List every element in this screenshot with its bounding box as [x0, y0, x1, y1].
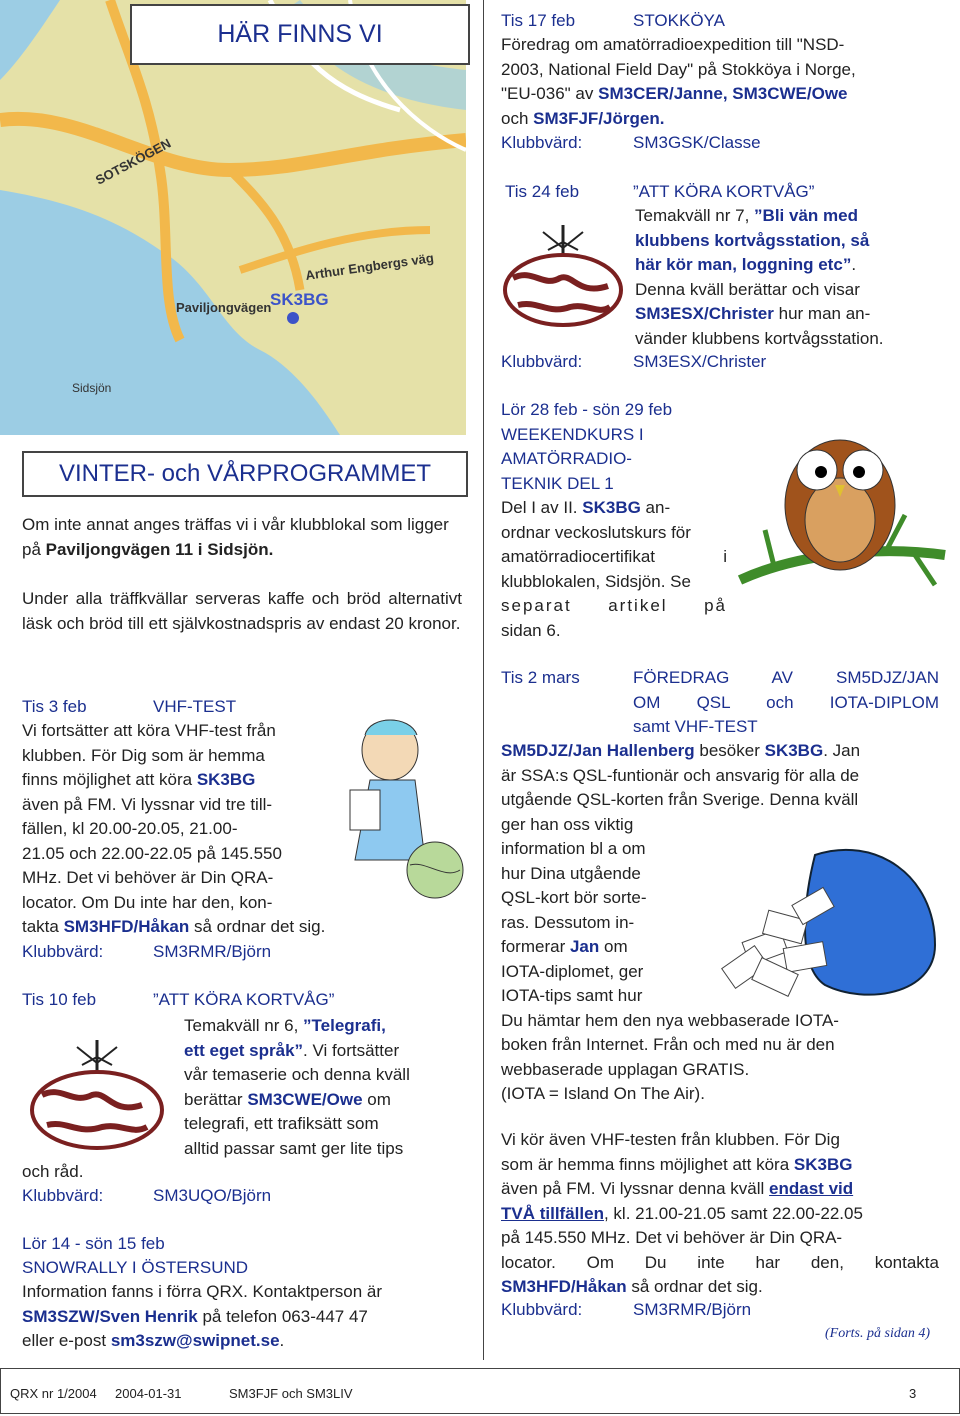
- line: även på FM. Vi lyssnar vid tre till-: [22, 794, 273, 814]
- line: är SSA:s QSL-funtionär och ansvarig för alla de: [501, 765, 860, 785]
- line: [501, 739, 939, 764]
- theme-text: ett eget språk: [184, 1040, 295, 1060]
- quote: ”Telegrafi,: [303, 1016, 386, 1035]
- event-body-feb17: [501, 33, 939, 131]
- host-label-feb24: Klubbvärd:: [501, 352, 583, 371]
- antenna-globe-icon: [22, 1035, 172, 1155]
- line: boken från Internet. Från och med nu är den: [501, 1035, 835, 1054]
- line: FÖREDRAG AV SM5DJZ/JAN: [633, 668, 939, 687]
- text: så ordnar det sig.: [189, 917, 326, 936]
- line: ger han oss viktig: [501, 814, 634, 834]
- email-link[interactable]: sm3szw@swipnet.se: [110, 1331, 280, 1350]
- line: [501, 1153, 939, 1178]
- line: TEKNIK DEL 1: [501, 473, 614, 493]
- callsign: SK3BG: [793, 1154, 853, 1174]
- footer-page-number: 3: [909, 1386, 917, 1401]
- line: [635, 253, 939, 278]
- map-graphic: [0, 0, 466, 435]
- line: [184, 1039, 460, 1064]
- footer-issue: QRX nr 1/2004: [10, 1386, 97, 1401]
- event-title-kortvag6: ”ATT KÖRA KORTVÅG”: [153, 990, 335, 1009]
- text: så ordnar det sig.: [626, 1277, 763, 1296]
- callsign: SM3FJF/Jörgen.: [533, 108, 665, 128]
- line: (IOTA = Island On The Air).: [501, 1084, 705, 1103]
- text: om: [362, 1089, 391, 1109]
- line: locator. Om Du inte har den, kon-: [22, 892, 273, 912]
- text: .: [279, 1331, 285, 1350]
- quote: ett eget språk”: [184, 1040, 304, 1060]
- text: . Vi fortsätter: [303, 1040, 400, 1060]
- theme-text: Bli vän med: [762, 206, 858, 225]
- text: .: [851, 255, 857, 274]
- intro-text: Om inte annat anges träffas vi i vår klubblokal som ligger på: [22, 515, 449, 559]
- text: som är hemma finns möjlighet att köra: [501, 1154, 794, 1174]
- callsigns: SM3CER/Janne, SM3CWE/Owe: [598, 84, 848, 103]
- continuation-note: (Forts. på sidan 4): [825, 1326, 930, 1341]
- name: Jan: [569, 937, 600, 956]
- line: [22, 1305, 462, 1330]
- host-feb3: SM3RMR/Björn: [153, 942, 272, 961]
- line: fällen, kl 20.00-20.05, 21.00-: [22, 819, 238, 838]
- line: [501, 107, 939, 132]
- line: 2003, National Field Day" på Stokköya i Norge,: [501, 59, 856, 79]
- line: ordnar veckoslutskurs för: [501, 522, 691, 542]
- line: Information fanns i förra QRX. Kontaktperson är: [22, 1282, 383, 1301]
- qsl-cards-bag-illustration: [705, 835, 940, 1005]
- page-footer: [0, 1368, 960, 1414]
- event-title-stokkoya: STOKKÖYA: [633, 11, 725, 30]
- line: [22, 915, 340, 940]
- title-text: ATT KÖRA KORTVÅG: [158, 990, 329, 1009]
- line: IOTA-tips samt hur: [501, 986, 643, 1005]
- event-title-vhf-test: VHF-TEST: [153, 697, 237, 716]
- text: om: [599, 937, 628, 956]
- event-title-kortvag7: ”ATT KÖRA KORTVÅG”: [633, 182, 815, 201]
- name: SM5DJZ/Jan Hallenberg: [501, 741, 695, 760]
- event-body-feb14: [22, 1280, 462, 1354]
- text: Del I av II.: [501, 498, 583, 517]
- host-mar2: SM3RMR/Björn: [633, 1300, 752, 1319]
- text: även på FM. Vi lyssnar denna kväll: [501, 1179, 770, 1198]
- host-label-mar2: Klubbvärd:: [501, 1300, 583, 1319]
- host-label-feb10: Klubbvärd:: [22, 1186, 104, 1205]
- line: [501, 82, 939, 107]
- callsign: SK3BG: [196, 770, 256, 789]
- text: Temakväll nr 7,: [635, 206, 755, 225]
- host-feb24: SM3ESX/Christer: [633, 352, 767, 371]
- event-body-feb10-end: och råd.: [22, 1162, 84, 1181]
- line: amatörradiocertifikat i: [501, 547, 727, 566]
- line: [501, 1202, 939, 1227]
- map-label-road2: Arthur Engbergs väg: [304, 250, 435, 283]
- text: finns möjlighet att köra: [22, 770, 197, 789]
- event-date-feb17: Tis 17 feb: [501, 11, 576, 30]
- antenna-globe-icon: [498, 220, 628, 330]
- line: IOTA-diplomet, ger: [501, 961, 644, 981]
- event-title-weekendkurs: [501, 398, 751, 496]
- map-label-road1: SOTSKÖGEN: [92, 135, 174, 188]
- line: alltid passar samt ger lite tips: [184, 1138, 404, 1158]
- callsign: SM3CWE/Owe: [247, 1089, 363, 1109]
- text: på telefon 063-447 47: [197, 1306, 368, 1326]
- map-label-lake: Sidsjön: [72, 381, 112, 395]
- line: [501, 1275, 939, 1300]
- theme-text: här kör man, loggning etc: [635, 255, 843, 274]
- quote: ”Bli vän med: [754, 206, 858, 225]
- line: samt VHF-TEST: [633, 717, 758, 736]
- line: telegrafi, ett trafiksätt som: [184, 1114, 379, 1133]
- event-date-feb14: Lör 14 - sön 15 feb: [22, 1234, 165, 1253]
- line: vänder klubbens kortvågsstation.: [635, 328, 884, 348]
- location-box-title: HÄR FINNS VI: [130, 4, 470, 65]
- line: 21.05 och 22.00-22.05 på 145.550: [22, 843, 282, 863]
- line: Vi kör även VHF-testen från klubben. För Dig: [501, 1130, 840, 1149]
- intro-address: Paviljongvägen 11 i Sidsjön.: [45, 539, 274, 559]
- line: klubbens kortvågsstation, så: [635, 230, 870, 250]
- event-body-feb3: [22, 719, 340, 940]
- emphasis: TVÅ tillfällen: [501, 1203, 604, 1223]
- host-label-feb17: Klubbvärd:: [501, 133, 583, 152]
- event-date-feb24: Tis 24 feb: [505, 182, 580, 201]
- line: Lör 28 feb - sön 29 feb: [501, 400, 673, 419]
- event-body-feb24: [635, 204, 939, 351]
- line: klubblokalen, Sidsjön. Se: [501, 571, 691, 591]
- event-date-feb3: Tis 3 feb: [22, 697, 87, 716]
- column-divider: [483, 0, 484, 1360]
- line: klubben. För Dig som är hemma: [22, 745, 265, 765]
- text: takta: [22, 917, 64, 936]
- line: hur Dina utgående: [501, 863, 641, 883]
- line: [501, 496, 727, 521]
- line: utgående QSL-korten från Sverige. Denna kväll: [501, 790, 859, 809]
- text: och: [501, 108, 534, 128]
- line: Denna kväll berättar och visar: [635, 279, 860, 299]
- line: [22, 1329, 462, 1354]
- event-date-feb10: Tis 10 feb: [22, 990, 97, 1009]
- map-label-road3: Paviljongvägen: [176, 300, 272, 315]
- intro-paragraph: [22, 513, 462, 562]
- event-body-weekendkurs: [501, 496, 727, 643]
- title-text: ATT KÖRA KORTVÅG: [638, 182, 809, 201]
- text: formerar: [501, 937, 570, 956]
- event-body-feb10: [184, 1014, 460, 1161]
- footer-date: 2004-01-31: [115, 1386, 182, 1401]
- line: Föredrag om amatörradioexpedition till "NSD-: [501, 35, 845, 54]
- line: Du hämtar hem den nya webbaserade IOTA-: [501, 1010, 839, 1030]
- line: vår temaserie och denna kväll: [184, 1065, 410, 1084]
- quote: här kör man, loggning etc”: [635, 255, 852, 274]
- event-title-foredrag: [633, 666, 939, 740]
- text: eller e-post: [22, 1331, 111, 1350]
- event-date-mar2: Tis 2 mars: [501, 668, 580, 687]
- host-label-feb3: Klubbvärd:: [22, 942, 104, 961]
- line: OM QSL och IOTA-DIPLOM: [633, 692, 939, 712]
- host-feb17: SM3GSK/Classe: [633, 133, 761, 152]
- emphasis: endast vid: [769, 1179, 854, 1198]
- text: . Jan: [823, 741, 861, 760]
- line: [501, 1177, 939, 1202]
- text: an-: [640, 498, 671, 517]
- callsign: SM3ESX/Christer: [635, 304, 774, 323]
- text: Temakväll nr 6,: [184, 1016, 304, 1035]
- coffee-paragraph: Under alla träffkvällar serveras kaffe och bröd alternativt läsk och bröd till ett självkostnadspris av endast 20 kronor.: [22, 589, 462, 633]
- map-label-club: SK3BG: [270, 290, 329, 309]
- theme-text: Telegrafi,: [311, 1016, 386, 1035]
- callsign: SK3BG: [764, 741, 824, 760]
- line: information bl a om: [501, 839, 646, 858]
- line: MHz. Det vi behöver är Din QRA-: [22, 868, 274, 887]
- owl-illustration: [735, 405, 950, 640]
- line: separat artikel på: [501, 596, 727, 615]
- text: "EU-036" av: [501, 84, 599, 103]
- footer-authors: SM3FJF och SM3LIV: [229, 1386, 353, 1401]
- text: berättar: [184, 1089, 248, 1109]
- line: WEEKENDKURS I: [501, 424, 644, 444]
- callsign: SK3BG: [582, 498, 641, 517]
- man-globe-illustration: [335, 710, 475, 910]
- host-feb10: SM3UQO/Björn: [153, 1186, 272, 1205]
- narrow-block: [501, 813, 691, 1009]
- line: sidan 6.: [501, 620, 561, 640]
- line: Vi fortsätter att köra VHF-test från: [22, 721, 276, 740]
- line: på 145.550 MHz. Det vi behöver är Din QRA-: [501, 1228, 843, 1247]
- event-title-snowrally: SNOWRALLY I ÖSTERSUND: [22, 1258, 249, 1277]
- line: locator. Om Du inte har den, kontakta: [501, 1252, 939, 1272]
- text: hur man an-: [773, 304, 871, 323]
- line: [635, 302, 939, 327]
- line: [635, 204, 939, 229]
- text: , kl. 21.00-21.05 samt 22.00-22.05: [603, 1203, 863, 1223]
- callsign: SM3HFD/Håkan: [501, 1277, 627, 1296]
- callsign: SM3HFD/Håkan: [63, 917, 190, 936]
- line: QSL-kort bör sorte-: [501, 888, 647, 907]
- line: ras. Dessutom in-: [501, 912, 635, 932]
- line: [184, 1088, 460, 1113]
- map-image: [0, 0, 466, 435]
- contact-name: SM3SZW/Sven Henrik: [22, 1306, 198, 1326]
- line: [184, 1014, 460, 1039]
- program-title: VINTER- och VÅRPROGRAMMET: [22, 451, 468, 497]
- line: [22, 768, 340, 793]
- text: besöker: [694, 741, 765, 760]
- line: [501, 935, 691, 960]
- line: webbaserade upplagan GRATIS.: [501, 1059, 750, 1079]
- event-body-vhf-mar2: [501, 1128, 939, 1300]
- line: AMATÖRRADIO-: [501, 449, 632, 468]
